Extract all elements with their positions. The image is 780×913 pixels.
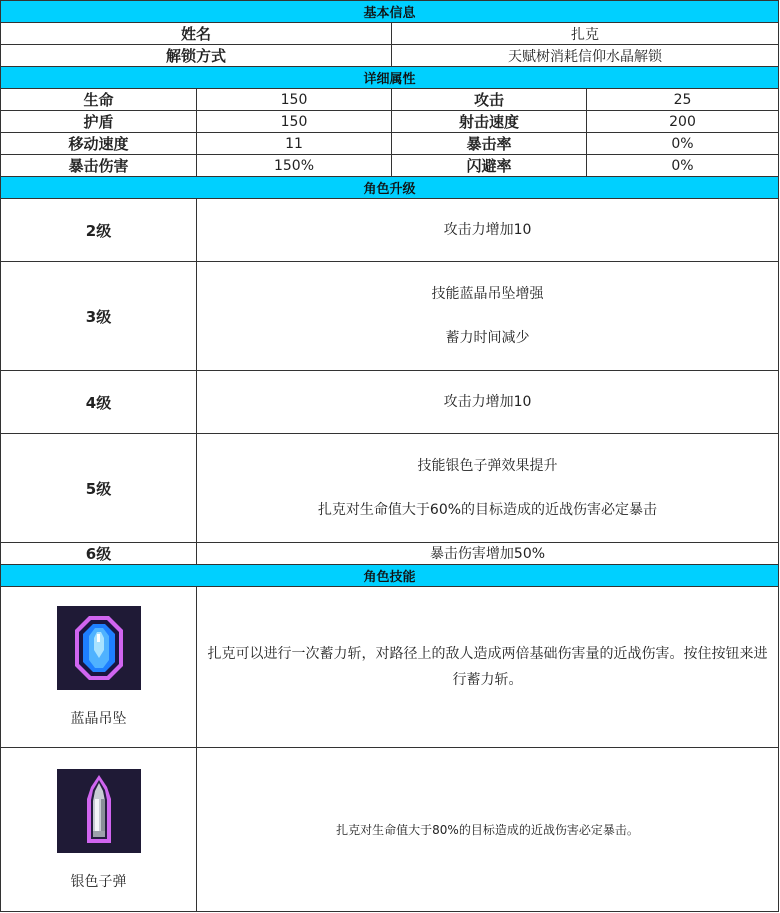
skill-name: 银色子弹 — [70, 873, 127, 890]
upgrade-level: 2级 — [85, 221, 112, 240]
blue-crystal-pendant-icon — [57, 606, 141, 690]
upgrade-desc — [196, 543, 778, 564]
blue-crystal-pendant-icon-svg — [57, 606, 141, 690]
attr-value: 200 — [586, 111, 778, 132]
unlock-value: 天赋树消耗信仰水晶解锁 — [391, 45, 778, 66]
attr-value: 0% — [586, 155, 778, 176]
skill-desc: 扎克对生命值大于80%的目标造成的近战伤害必定暴击。 — [196, 748, 778, 911]
attribute-row — [0, 89, 779, 111]
skill-row — [0, 587, 779, 748]
attribute-row — [0, 155, 779, 177]
unlock-label: 解锁方式 — [165, 47, 226, 65]
section-header-basic — [0, 0, 779, 23]
upgrade-level: 6级 — [85, 545, 112, 563]
upgrade-row — [0, 543, 779, 565]
attr-value: 11 — [196, 133, 391, 154]
attr-label: 移动速度 — [68, 135, 129, 153]
upgrade-desc-line: 攻击力增加10 — [443, 394, 532, 410]
attr-value: 25 — [586, 89, 778, 110]
upgrade-desc — [196, 434, 778, 542]
upgrade-desc — [196, 262, 778, 370]
attr-value: 0% — [586, 133, 778, 154]
upgrade-level: 5级 — [85, 479, 112, 498]
upgrade-desc-line: 蓄力时间减少 — [445, 330, 530, 346]
attr-label: 射击速度 — [391, 111, 586, 132]
upgrade-row — [0, 371, 779, 434]
upgrade-desc-line: 扎克对生命值大于60%的目标造成的近战伤害必定暴击 — [317, 502, 658, 518]
upgrade-row — [0, 262, 779, 371]
skill-name: 蓝晶吊坠 — [70, 711, 127, 727]
attr-label: 攻击 — [391, 89, 586, 110]
attribute-row — [0, 111, 779, 133]
basic-name-row — [0, 23, 779, 45]
upgrade-row — [0, 199, 779, 262]
skill-cell — [1, 748, 196, 911]
upgrade-desc-line: 暴击伤害增加50% — [429, 545, 546, 562]
name-label: 姓名 — [180, 25, 211, 43]
silver-bullet-icon — [57, 769, 141, 853]
attr-value: 150 — [196, 111, 391, 132]
attr-label: 暴击率 — [391, 133, 586, 154]
skill-desc: 扎克可以进行一次蓄力斩，对路径上的敌人造成两倍基础伤害量的近战伤害。按住按钮来进行蓄力斩。 — [196, 587, 778, 747]
upgrade-desc-line: 技能蓝晶吊坠增强 — [431, 286, 544, 302]
section-header-skills — [0, 565, 779, 587]
section-header-attributes — [0, 67, 779, 89]
section-header-upgrades-label: 角色升级 — [363, 182, 416, 197]
section-header-skills-label: 角色技能 — [363, 570, 416, 585]
basic-unlock-row — [0, 45, 779, 67]
upgrade-desc — [196, 371, 778, 433]
upgrade-desc-line: 攻击力增加10 — [443, 222, 532, 238]
upgrade-level: 3级 — [85, 307, 112, 326]
attr-label: 暴击伤害 — [68, 157, 129, 175]
attr-label: 护盾 — [83, 113, 114, 131]
skill-row — [0, 748, 779, 912]
name-value: 扎克 — [391, 23, 778, 44]
attr-label: 闪避率 — [391, 155, 586, 176]
section-header-upgrades — [0, 177, 779, 199]
attr-value: 150% — [196, 155, 391, 176]
attr-value: 150 — [196, 89, 391, 110]
section-header-attributes-label: 详细属性 — [363, 72, 416, 87]
attr-label: 生命 — [83, 91, 114, 109]
silver-bullet-icon-svg — [57, 769, 141, 853]
upgrade-desc — [196, 199, 778, 261]
upgrade-row — [0, 434, 779, 543]
skill-cell — [1, 587, 196, 747]
section-header-basic-label: 基本信息 — [363, 6, 416, 21]
upgrade-level: 4级 — [85, 393, 112, 412]
attribute-row — [0, 133, 779, 155]
upgrade-desc-line: 技能银色子弹效果提升 — [417, 458, 558, 474]
